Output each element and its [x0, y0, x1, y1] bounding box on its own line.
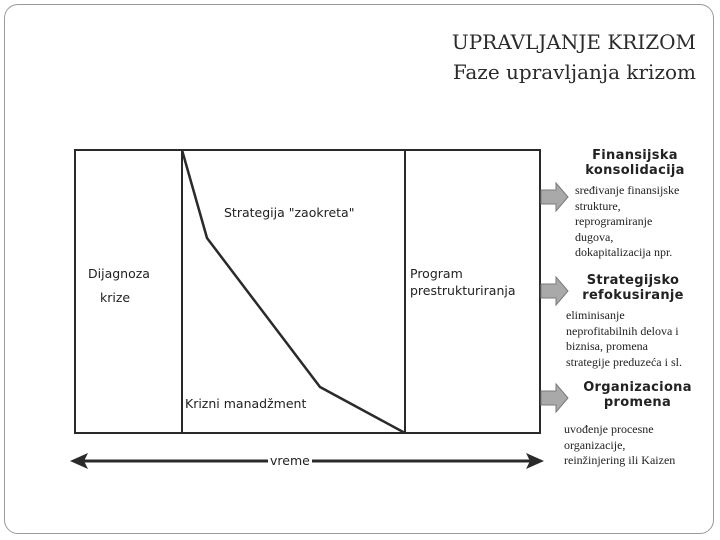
crisis-curve	[182, 150, 405, 433]
outcome-1-heading	[570, 148, 700, 178]
program-label-line2: prestrukturiranja	[410, 283, 516, 298]
page-title: UPRAVLJANJE KRIZOM	[451, 30, 696, 54]
outcome-2-desc-line: strategije preduzeća i sl.	[566, 354, 682, 369]
outcome-3-description	[564, 422, 710, 469]
outcome-3-heading-line1: Organizaciona	[583, 380, 692, 395]
outcome-1-desc-line: dokapitalizacija npr.	[575, 245, 673, 259]
time-axis-label: vreme	[270, 453, 310, 468]
diagnosis-label-line1: Dijagnoza	[88, 266, 150, 281]
outcome-1-description	[575, 183, 710, 261]
outcome-arrow-1	[541, 183, 568, 211]
outcome-2-description	[566, 308, 712, 370]
outcome-3-desc-line: uvođenje procesne	[564, 422, 654, 436]
outcome-2-desc-line: eliminisanje	[566, 308, 625, 322]
outcome-1-desc-line: sređivanje finansijske	[575, 183, 680, 197]
outcome-1-heading-line2: konsolidacija	[585, 163, 685, 178]
outcome-arrow-2	[541, 277, 568, 305]
outcome-arrow-3	[541, 384, 568, 412]
outcome-3-heading	[570, 380, 705, 410]
outcome-1-desc-line: dugova,	[575, 229, 614, 244]
outcome-3-desc-line: reinžinjering ili Kaizen	[564, 453, 676, 467]
outcome-3-heading-line2: promena	[603, 395, 672, 410]
outcome-2-heading	[568, 273, 698, 303]
crisis-management-label: Krizni manadžment	[185, 396, 307, 411]
outcome-1-heading-line1: Finansijska	[592, 148, 678, 163]
page-subtitle: Faze upravljanja krizom	[452, 60, 696, 84]
diagnosis-label-line2: krize	[100, 290, 131, 305]
program-label-line1: Program	[410, 266, 463, 281]
outcome-1-desc-line: reprogramiranje	[575, 214, 653, 228]
outcome-2-desc-line: biznisa, promena	[566, 339, 648, 353]
outcome-2-heading-line1: Strategijsko	[586, 273, 680, 288]
outcome-2-heading-line2: refokusiranje	[582, 288, 684, 303]
outcome-2-desc-line: neprofitabilnih delova i	[566, 323, 679, 338]
strategy-label: Strategija "zaokreta"	[224, 205, 355, 220]
outcome-3-desc-line: organizacije,	[564, 437, 626, 452]
outcome-1-desc-line: strukture,	[575, 198, 621, 213]
